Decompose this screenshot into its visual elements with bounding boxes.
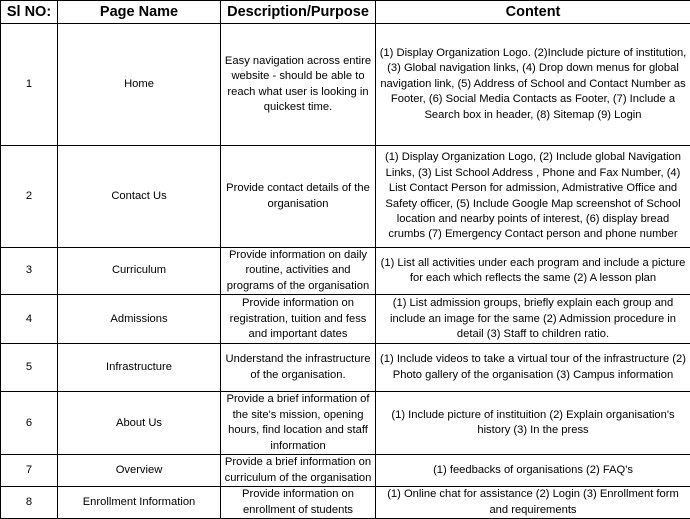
table-row (1, 295, 690, 344)
page-name: Home (58, 24, 221, 146)
table-row (1, 487, 690, 519)
page-content: (1) Online chat for assistance (2) Login (3) Enrollment form and requirements (376, 487, 690, 519)
page-description: Understand the infrastructure of the organisation. (221, 344, 376, 392)
page-description: Provide a brief information of the site's mission, opening hours, find location and staff information (221, 392, 376, 455)
page-description: Provide information on enrollment of students (221, 487, 376, 519)
header-row (1, 1, 690, 24)
row-number: 6 (1, 392, 58, 455)
header-page-name: Page Name (58, 1, 221, 24)
row-number: 5 (1, 344, 58, 392)
page-name: About Us (58, 392, 221, 455)
table-row (1, 24, 690, 146)
page-name: Infrastructure (58, 344, 221, 392)
table-row (1, 146, 690, 248)
page-name: Curriculum (58, 248, 221, 295)
page-description: Provide a brief information on curriculum of the organisation (221, 455, 376, 487)
page-content: (1) Display Organization Logo, (2) Include global Navigation Links, (3) List School Address , Phone and Fax Number, (4) List Contact Person for admission, Admistrative Office and Safety officer, (5) Include Google Map screenshot of School location and nearby points of interest, (6) display bread crumbs (7) Emergency Contact person and phone number (376, 146, 690, 248)
header-description: Description/Purpose (221, 1, 376, 24)
row-number: 8 (1, 487, 58, 519)
page-description: Provide information on registration, tuition and fess and important dates (221, 295, 376, 344)
row-number: 7 (1, 455, 58, 487)
page-content: (1) Display Organization Logo. (2)Include picture of institution, (3) Global navigation links, (4) Drop down menus for global navigation link, (5) Address of School and Contact Number as Footer, (6) Social Media Contacts as Footer, (7) Include a Search box in header, (8) Sitemap (9) Login (376, 24, 690, 146)
page-name: Overview (58, 455, 221, 487)
table-row (1, 248, 690, 295)
row-number: 4 (1, 295, 58, 344)
page-description: Provide information on daily routine, activities and programs of the organisation (221, 248, 376, 295)
row-number: 1 (1, 24, 58, 146)
page-content: (1) Include videos to take a virtual tour of the infrastructure (2) Photo gallery of the organisation (3) Campus information (376, 344, 690, 392)
header-sl-no: Sl NO: (1, 1, 58, 24)
table-row (1, 344, 690, 392)
page-name: Contact Us (58, 146, 221, 248)
table-row (1, 392, 690, 455)
table-row (1, 455, 690, 487)
page-content: (1) List all activities under each program and include a picture for each which reflects the same (2) A lesson plan (376, 248, 690, 295)
page-content: (1) feedbacks of organisations (2) FAQ's (376, 455, 690, 487)
page-name: Enrollment Information (58, 487, 221, 519)
page-content: (1) List admission groups, briefly explain each group and include an image for the same (2) Admission procedure in detail (3) Staff to children ratio. (376, 295, 690, 344)
row-number: 3 (1, 248, 58, 295)
header-content: Content (376, 1, 690, 24)
page-content: (1) Include picture of instituition (2) Explain organisation's history (3) In the press (376, 392, 690, 455)
row-number: 2 (1, 146, 58, 248)
page-description: Provide contact details of the organisation (221, 146, 376, 248)
page-description: Easy navigation across entire website - should be able to reach what user is looking in quickest time. (221, 24, 376, 146)
page-name: Admissions (58, 295, 221, 344)
